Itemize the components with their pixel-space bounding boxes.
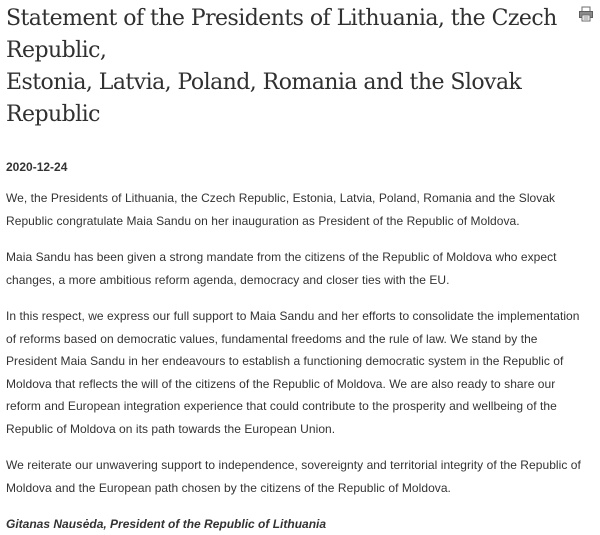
print-button[interactable] [578, 6, 594, 22]
printer-icon [578, 6, 594, 22]
publication-date: 2020-12-24 [6, 160, 68, 174]
title-line-2: Estonia, Latvia, Poland, Romania and the Slovak Republic [6, 70, 522, 127]
paragraph-4: We reiterate our unwavering support to independence, sovereignty and territorial integrity of the Republic of Moldova and the European path chosen by the citizens of the Republic of Moldova. [6, 458, 581, 495]
title-line-1: Statement of the Presidents of Lithuania, the Czech Republic, [6, 6, 557, 63]
signature: Gitanas Nausėda, President of the Republic of Lithuania [6, 517, 327, 531]
paragraph-1: We, the Presidents of Lithuania, the Czech Republic, Estonia, Latvia, Poland, Romania and the Slovak Republic congratulate Maia Sandu on her inauguration as President of the Republic of Moldova. [6, 191, 556, 228]
page-title [6, 0, 566, 131]
paragraph-2: Maia Sandu has been given a strong mandate from the citizens of the Republic of Moldova who expect changes, a more ambitious reform agenda, democracy and closer ties with the EU. [6, 250, 557, 287]
paragraph-3: In this respect, we express our full support to Maia Sandu and her efforts to consolidate the implementation of reforms based on democratic values, fundamental freedoms and the rule of law. We stand by the President Maia Sandu in her endeavours to establish a functioning democratic system in the Republic of Moldova that reflects the will of the citizens of the Republic of Moldova. We are also ready to share our reform and European integration experience that could contribute to the prosperity and wellbeing of the Republic of Moldova on its path towards the European Union. [6, 309, 580, 436]
